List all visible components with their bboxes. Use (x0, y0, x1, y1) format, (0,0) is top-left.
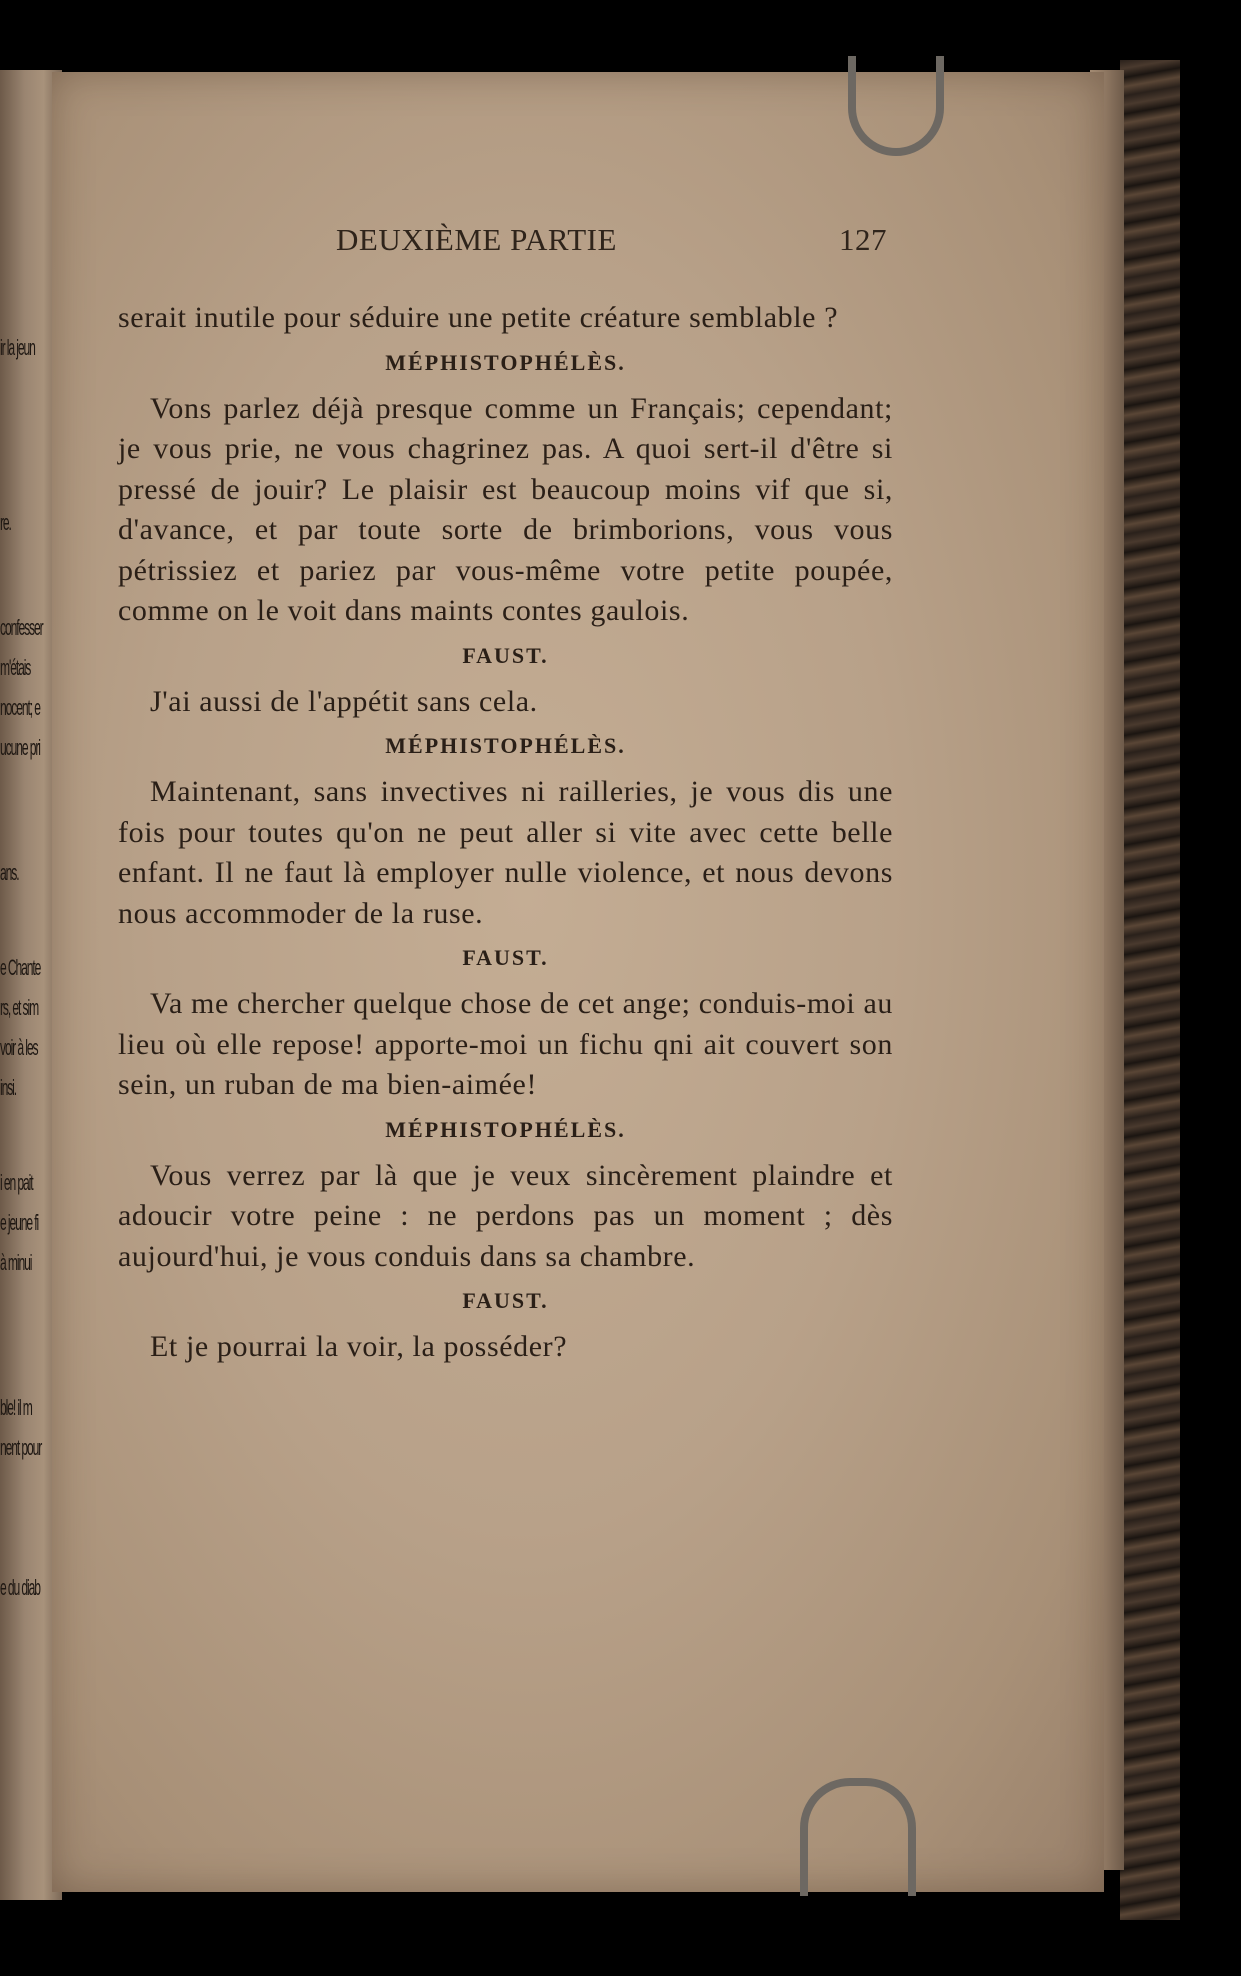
previous-page-fragment: ucune pri (0, 735, 40, 760)
previous-page-fragment: e jeune fi (0, 1210, 39, 1235)
paragraph: Va me chercher quelque chose de cet ange; conduis-moi au lieu où elle repose! apporte-moi un fichu qni ait couvert son sein, un ruban de ma bien-aimée! (118, 987, 893, 1101)
previous-page-fragment: nocent; e (0, 695, 40, 720)
speaker-name: FAUST. (462, 642, 549, 668)
previous-page-fragment: ans. (0, 860, 19, 885)
page-clip-top (848, 56, 944, 156)
paragraph: Et je pourrai la voir, la posséder? (150, 1330, 568, 1363)
previous-page-fragment: rs, et sim (0, 995, 39, 1020)
book-cover-board (1120, 60, 1180, 1920)
paragraph: Maintenant, sans invectives ni railleries, je vous dis une fois pour toutes qu'on ne peut aller si vite avec cette belle enfant. Il ne faut là employer nulle violence, et nous devons nous accommoder de la ruse. (118, 775, 893, 930)
previous-page-fragment: ir la jeun (0, 335, 35, 360)
previous-page-fragment: nent pour (0, 1435, 42, 1460)
paragraph: J'ai aussi de l'appétit sans cela. (150, 684, 538, 718)
speaker-name: FAUST. (462, 1288, 549, 1313)
running-title: DEUXIÈME PARTIE (336, 222, 617, 257)
page-clip-bottom (800, 1778, 916, 1896)
previous-page-fragment: m'étais (0, 655, 31, 680)
previous-page-fragment: e du diab (0, 1575, 40, 1600)
previous-page-fragment: e Chante (0, 955, 41, 980)
previous-page-fragment: voir à les (0, 1035, 38, 1060)
previous-page-fragment: i en pait (0, 1170, 33, 1195)
speaker-name: MÉPHISTOPHÉLÈS. (385, 1116, 626, 1142)
previous-page-fragment: insi. (0, 1075, 17, 1100)
speaker-name: FAUST. (462, 945, 549, 970)
page-header (118, 222, 893, 270)
previous-page-fragment: re. (0, 510, 11, 535)
paragraph: Vons parlez déjà presque comme un Français; cependant; je vous prie, ne vous chagrinez pas. A quoi sert-il d'être si pressé de jouir? Le plaisir est beaucoup moins vif que si, d'avance, et par toute sorte de brimborions, vous vous pétrissiez et pariez par vous-même votre petite poupée, comme on le voit dans maints contes gaulois. (118, 391, 893, 627)
previous-page-fragment: à minui (0, 1250, 32, 1275)
paragraph: Vous verrez par là que je veux sincèrement plaindre et adoucir votre peine : ne perdons pas un moment ; dès aujourd'hui, je vous conduis dans sa chambre. (118, 1158, 893, 1273)
previous-page-fragment: confesser (0, 615, 43, 640)
speaker-name: MÉPHISTOPHÉLÈS. (385, 349, 626, 375)
speaker-name: MÉPHISTOPHÉLÈS. (385, 733, 626, 758)
previous-page-fragment: ble! il m (0, 1395, 32, 1420)
page-number: 127 (839, 222, 887, 257)
paragraph: serait inutile pour séduire une petite créature semblable ? (118, 301, 839, 334)
page-body (118, 298, 893, 1368)
